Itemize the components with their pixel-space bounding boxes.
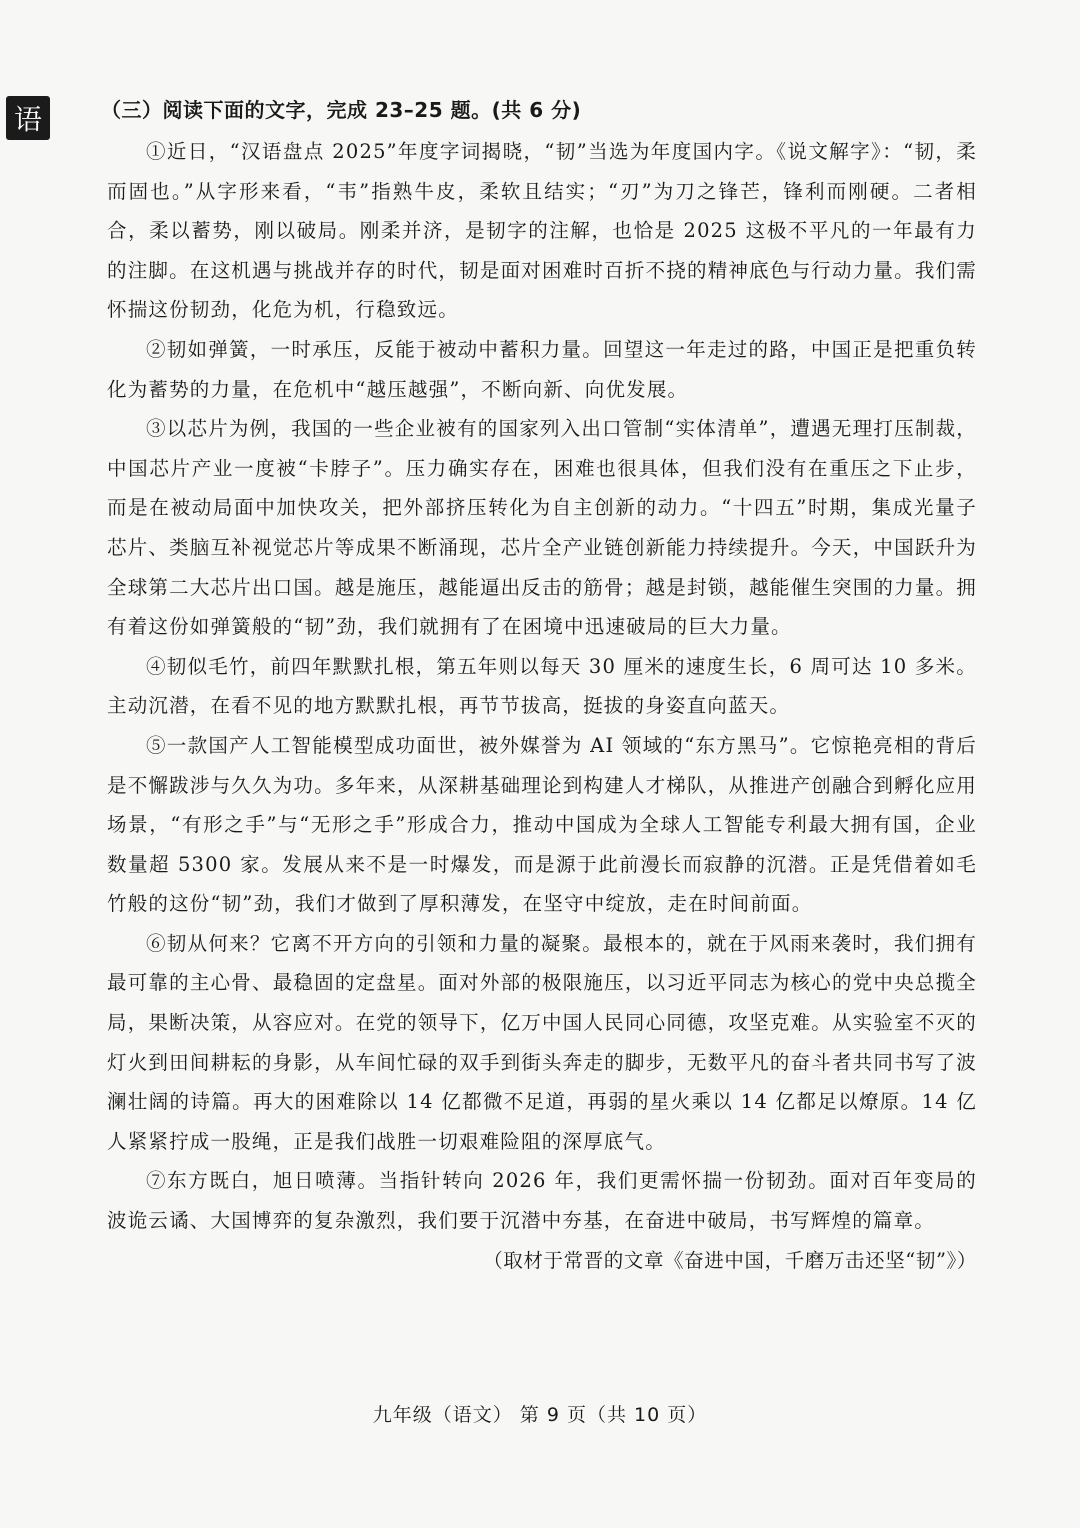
paragraph-3: ③以芯片为例，我国的一些企业被有的国家列入出口管制“实体清单”，遭遇无理打压制裁，中国芯片产业一度被“卡脖子”。压力确实存在，困难也很具体，但我们没有在重压之下止步，而是在被动局面中加快攻关，把外部挤压转化为自主创新的动力。“十四五”时期，集成光量子芯片、类脑互补视觉芯片等成果不断涌现，芯片全产业链创新能力持续提升。今天，中国跃升为全球第二大芯片出口国。越是施压，越能逼出反击的筋骨；越是封锁，越能催生突围的力量。拥有着这份如弹簧般的“韧”劲，我们就拥有了在困境中迅速破局的巨大力量。 bbox=[107, 417, 977, 639]
page-footer: 九年级（语文） 第 9 页（共 10 页） bbox=[372, 1404, 708, 1426]
reading-section bbox=[101, 92, 977, 1280]
paragraph-2: ②韧如弹簧，一时承压，反能于被动中蓄积力量。回望这一年走过的路，中国正是把重负转化为蓄势的力量，在危机中“越压越强”，不断向新、向优发展。 bbox=[107, 337, 977, 401]
section-heading: （三）阅读下面的文字，完成 23–25 题。(共 6 分) bbox=[101, 98, 582, 122]
paragraph-1: ①近日，“汉语盘点 2025”年度字词揭晓，“韧”当选为年度国内字。《说文解字》：“韧，柔而固也。”从字形来看，“韦”指熟牛皮，柔软且结实；“刃”为刀之锋芒，锋利而刚硬。二者相合，柔以蓄势，刚以破局。刚柔并济，是韧字的注解，也恰是 2025 这极不平凡的一年最有力的注脚。在这机遇与挑战并存的时代，韧是面对困难时百折不挠的精神底色与行动力量。我们需怀揣这份韧劲，化危为机，行稳致远。 bbox=[107, 140, 977, 322]
paragraph-4: ④韧似毛竹，前四年默默扎根，第五年则以每天 30 厘米的速度生长，6 周可达 10 多米。主动沉潜，在看不见的地方默默扎根，再节节拔高，挺拔的身姿直向蓝天。 bbox=[107, 654, 977, 718]
paragraph-7: ⑦东方既白，旭日喷薄。当指针转向 2026 年，我们更需怀揣一份韧劲。面对百年变局的波诡云谲、大国博弈的复杂激烈，我们要于沉潜中夯基，在奋进中破局，书写辉煌的篇章。 bbox=[107, 1169, 977, 1233]
source-citation: （取材于常晋的文章《奋进中国，千磨万击还坚“韧”》） bbox=[483, 1248, 977, 1272]
subject-tab: 语 bbox=[6, 96, 50, 140]
paragraph-5: ⑤一款国产人工智能模型成功面世，被外媒誉为 AI 领域的“东方黑马”。它惊艳亮相的背后是不懈跋涉与久久为功。多年来，从深耕基础理论到构建人才梯队，从推进产创融合到孵化应用场景，“有形之手”与“无形之手”形成合力，推动中国成为全球人工智能专利最大拥有国，企业数量超 5300 家。发展从来不是一时爆发，而是源于此前漫长而寂静的沉潜。正是凭借着如毛竹般的这份“韧”劲，我们才做到了厚积薄发，在坚守中绽放，走在时间前面。 bbox=[107, 733, 977, 916]
paragraph-6: ⑥韧从何来？它离不开方向的引领和力量的凝聚。最根本的，就在于风雨来袭时，我们拥有最可靠的主心骨、最稳固的定盘星。面对外部的极限施压，以习近平同志为核心的党中央总揽全局，果断决策，从容应对。在党的领导下，亿万中国人民同心同德，攻坚克难。从实验室不灭的灯火到田间耕耘的身影，从车间忙碌的双手到街头奔走的脚步，无数平凡的奋斗者共同书写了波澜壮阔的诗篇。再大的困难除以 14 亿都微不足道，再弱的星火乘以 14 亿都足以燎原。14 亿人紧紧拧成一股绳，正是我们战胜一切艰难险阻的深厚底气。 bbox=[107, 931, 977, 1153]
